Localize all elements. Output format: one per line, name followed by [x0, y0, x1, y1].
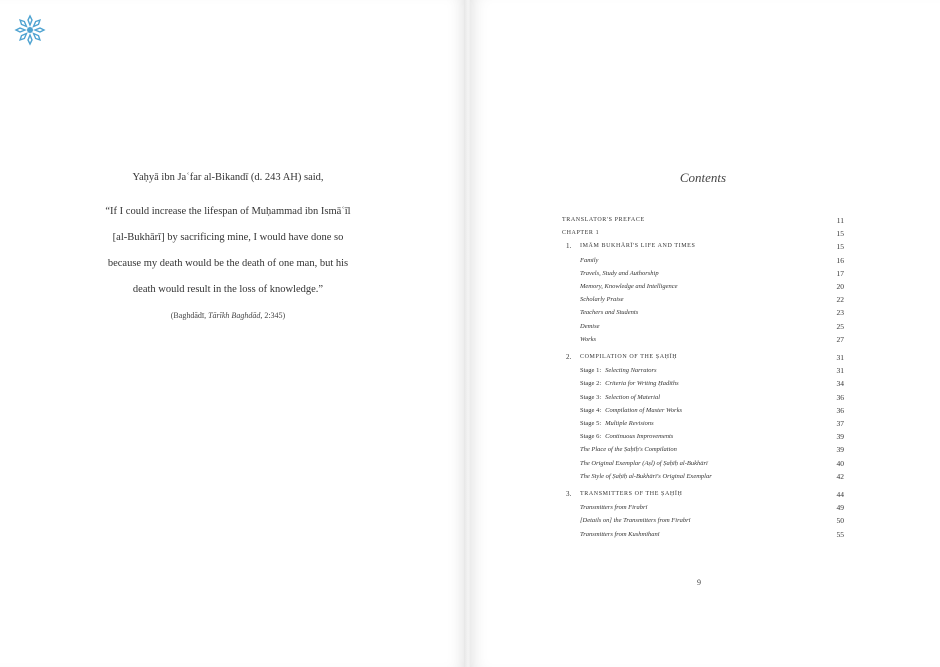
toc-entry — [562, 457, 844, 470]
toc-entry-stage: Stage 5: — [580, 420, 602, 427]
toc-entry-page: 50 — [836, 516, 844, 526]
toc-entry — [562, 364, 844, 377]
toc-entry — [562, 417, 844, 430]
toc-entry-page: 37 — [836, 419, 844, 428]
toc-entry — [562, 267, 844, 280]
toc-entry — [562, 293, 844, 306]
toc-entry-title: Continuous Improvements — [605, 433, 674, 441]
toc-entry-label — [580, 417, 654, 430]
toc-entry — [562, 351, 844, 364]
toc-entry-label: Family — [580, 256, 599, 264]
toc-entry — [562, 214, 844, 227]
toc-entry-label: Travels, Study and Authorship — [580, 269, 659, 277]
toc-entry — [562, 254, 844, 267]
toc-entry-label: COMPILATION OF THE ṢAḤĪḤ — [580, 354, 678, 360]
toc-entry-index: 1. — [566, 242, 572, 251]
toc-entry — [562, 443, 844, 456]
toc-entry-title: Selecting Narrators — [605, 367, 657, 375]
page-title: Contents — [679, 170, 727, 185]
toc-entry — [562, 514, 844, 527]
toc-entry-page: 55 — [836, 529, 844, 539]
citation-title: Tārīkh Baghdād — [208, 311, 261, 320]
toc-entry-title: Selection of Material — [605, 393, 661, 401]
toc-entry-label: Transmitters from Firabrī — [580, 504, 648, 512]
toc-entry-stage: Stage 4: — [580, 406, 602, 414]
toc-entry-page: 17 — [836, 268, 844, 278]
toc-entry-page: 34 — [836, 379, 844, 389]
publisher-logo-icon — [14, 14, 46, 46]
toc-entry-page: 22 — [836, 295, 844, 305]
toc-entry — [562, 377, 844, 390]
toc-entry-stage: Stage 1: — [580, 367, 602, 375]
toc-entry-page: 36 — [836, 392, 844, 402]
toc-entry-title: Multiple Revisions — [605, 420, 654, 427]
quote-line: because my death would be the death of one man, but his — [107, 258, 349, 269]
page-number: 9 — [697, 578, 701, 587]
toc-entry-page: 39 — [836, 445, 844, 455]
toc-entry-label: The Place of the Ṣaḥīḥ's Compilation — [580, 446, 677, 454]
toc-entry-label — [580, 404, 682, 417]
toc-entry-label: The Style of Ṣaḥīḥ al-Bukhārī's Original Exemplar — [580, 472, 712, 480]
toc-entry — [562, 320, 844, 333]
toc-entry-label: The Original Exemplar (Aṣl) of Ṣaḥīḥ al-Bukhārī — [580, 459, 708, 467]
toc-entry-page: 15 — [836, 229, 844, 239]
toc-entry-label: IMĀM BUKHĀRĪ'S LIFE AND TIMES — [580, 243, 696, 250]
toc-entry — [562, 306, 844, 319]
toc-entry-page: 11 — [836, 216, 844, 225]
quote-line: “If I could increase the lifespan of Muḥammad ibn Ismāʿīl — [105, 206, 351, 217]
toc-entry-page: 42 — [836, 471, 844, 481]
toc-entry-page: 31 — [836, 353, 844, 362]
toc-entry-page: 16 — [836, 255, 844, 265]
toc-entry-page: 49 — [836, 503, 844, 513]
toc-entry-page: 25 — [836, 321, 844, 331]
toc-entry-label: [Details on] the Transmitters from Firabrī — [580, 517, 691, 525]
toc-entry — [562, 528, 844, 541]
toc-entry-label: TRANSLATOR'S PREFACE — [562, 217, 645, 223]
toc-entry — [562, 501, 844, 514]
toc-entry-page: 44 — [836, 490, 844, 499]
citation-prefix: (Baghdādī, — [170, 311, 209, 320]
toc-entry-label — [580, 391, 660, 404]
quote-attribution: Yaḥyā ibn Jaʿfar al-Bikandī (d. 243 AH) said, — [132, 172, 324, 183]
toc-entry — [562, 391, 844, 404]
toc-entry — [562, 404, 844, 417]
toc-entry-page: 36 — [836, 405, 844, 415]
toc-entry — [562, 430, 844, 443]
toc-entry-label: Works — [580, 335, 597, 343]
toc-entry-label: Teachers and Students — [580, 309, 639, 317]
toc-entry-index: 3. — [566, 490, 572, 498]
toc-entry-label — [580, 377, 679, 390]
quote-line: death would result in the loss of knowledge.” — [132, 284, 324, 295]
toc-entry-label: CHAPTER 1 — [562, 230, 600, 237]
toc-entry-page: 27 — [836, 334, 844, 344]
toc-entry-page: 40 — [836, 458, 844, 468]
toc-entry-index: 2. — [566, 353, 572, 361]
toc-entry-stage: Stage 2: — [580, 380, 602, 388]
citation-suffix: , 2:345) — [260, 311, 286, 320]
toc-entry-stage: Stage 3: — [580, 393, 602, 401]
toc-entry-label: Memory, Knowledge and Intelligence — [580, 283, 678, 290]
toc-entry-label: TRANSMITTERS OF THE ṢAḤĪḤ — [580, 491, 683, 497]
toc-entry — [562, 488, 844, 501]
toc-entry — [562, 333, 844, 346]
toc-entry-page: 15 — [836, 242, 844, 252]
toc-entry-label — [580, 430, 673, 443]
left-page — [0, 0, 466, 667]
toc-entry-title: Criteria for Writing Ḥadīths — [605, 380, 679, 388]
toc-entry-label: Transmitters from Kushmīhanī — [580, 530, 660, 538]
toc-entry — [562, 227, 844, 240]
toc-entry — [562, 240, 844, 253]
toc-entry-label — [580, 364, 657, 377]
toc-entry-label: Demise — [580, 322, 600, 330]
toc-entry-page: 20 — [836, 282, 844, 291]
toc-entry-title: Compilation of Master Works — [605, 406, 682, 414]
toc-entry — [562, 470, 844, 483]
toc-entry-page: 39 — [836, 432, 844, 442]
quote-line: [al-Bukhārī] by sacrificing mine, I would have done so — [112, 232, 344, 243]
toc-entry-label: Scholarly Praise — [580, 296, 624, 304]
toc-entry-stage: Stage 6: — [580, 433, 602, 441]
toc-entry-page: 31 — [836, 366, 844, 376]
toc-entry-page: 23 — [836, 308, 844, 318]
toc-entry — [562, 280, 844, 293]
quote-citation — [90, 311, 366, 320]
